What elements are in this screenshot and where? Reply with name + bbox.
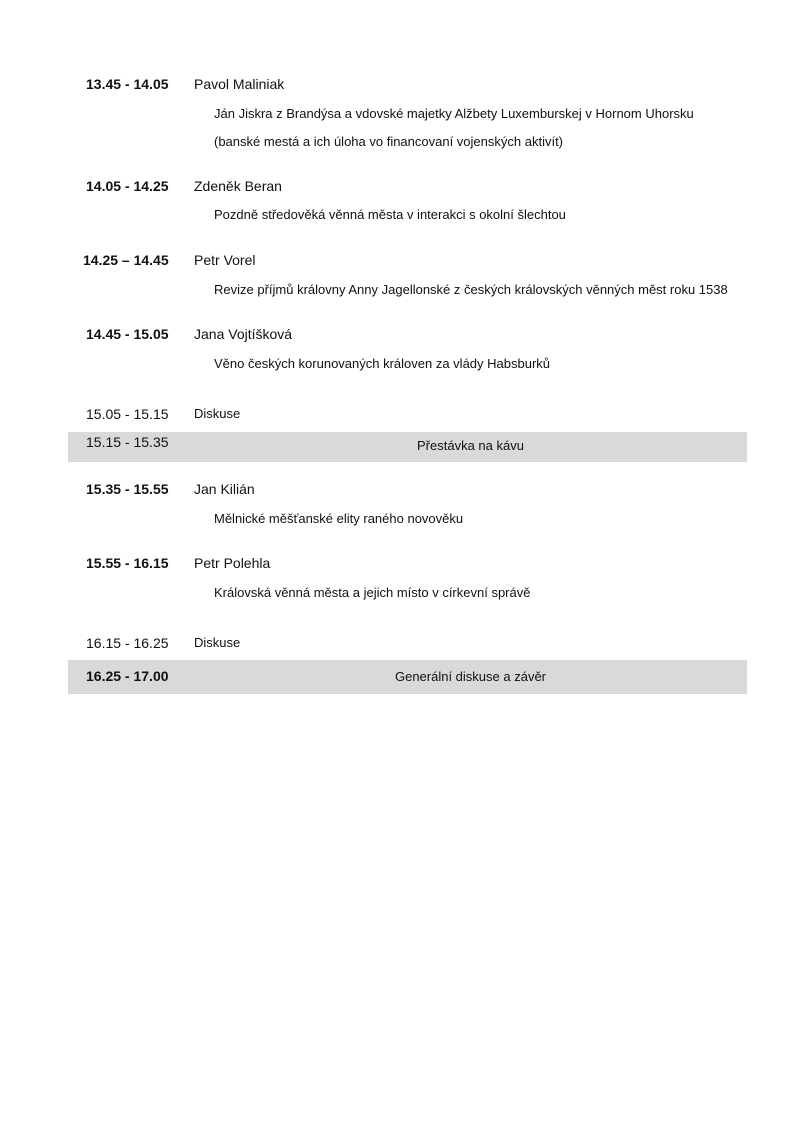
time-slot: 15.05 - 15.15: [86, 406, 169, 422]
time-slot: 14.25 – 14.45: [83, 252, 169, 268]
final-discussion-band: [68, 660, 747, 694]
discussion-label: Diskuse: [194, 406, 241, 421]
time-slot: 15.15 - 15.35: [86, 434, 169, 450]
speaker-name: Petr Vorel: [194, 252, 256, 268]
final-discussion-label: Generální diskuse a závěr: [394, 669, 547, 684]
discussion-label: Diskuse: [194, 635, 241, 650]
time-slot: 13.45 - 14.05: [86, 76, 169, 92]
speaker-name: Jana Vojtíšková: [194, 326, 293, 342]
talk-title-line: Věno českých korunovaných královen za vlády Habsburků: [214, 356, 551, 371]
coffee-break-band: [68, 432, 747, 462]
speaker-name: Jan Kilián: [194, 481, 255, 497]
talk-title-line: Královská věnná města a jejich místo v církevní správě: [214, 585, 531, 600]
time-slot: 16.15 - 16.25: [86, 635, 169, 651]
talk-title-line: Ján Jiskra z Brandýsa a vdovské majetky Alžbety Luxemburskej v Hornom Uhorsku: [214, 106, 694, 121]
time-slot: 15.55 - 16.15: [86, 555, 169, 571]
time-slot: 16.25 - 17.00: [86, 668, 169, 684]
talk-title-line: Revize příjmů královny Anny Jagellonské z českých královských věnných měst roku 1538: [214, 282, 728, 297]
time-slot: 15.35 - 15.55: [86, 481, 169, 497]
speaker-name: Zdeněk Beran: [194, 178, 282, 194]
speaker-name: Petr Polehla: [194, 555, 271, 571]
time-slot: 14.45 - 15.05: [86, 326, 169, 342]
coffee-break-label: Přestávka na kávu: [417, 438, 524, 453]
time-slot: 14.05 - 14.25: [86, 178, 169, 194]
talk-title-line: (banské mestá a ich úloha vo financovaní vojenských aktivít): [214, 134, 564, 149]
speaker-name: Pavol Maliniak: [194, 76, 285, 92]
talk-title-line: Pozdně středověká věnná města v interakci s okolní šlechtou: [214, 207, 566, 222]
talk-title-line: Mělnické měšťanské elity raného novověku: [214, 511, 464, 526]
